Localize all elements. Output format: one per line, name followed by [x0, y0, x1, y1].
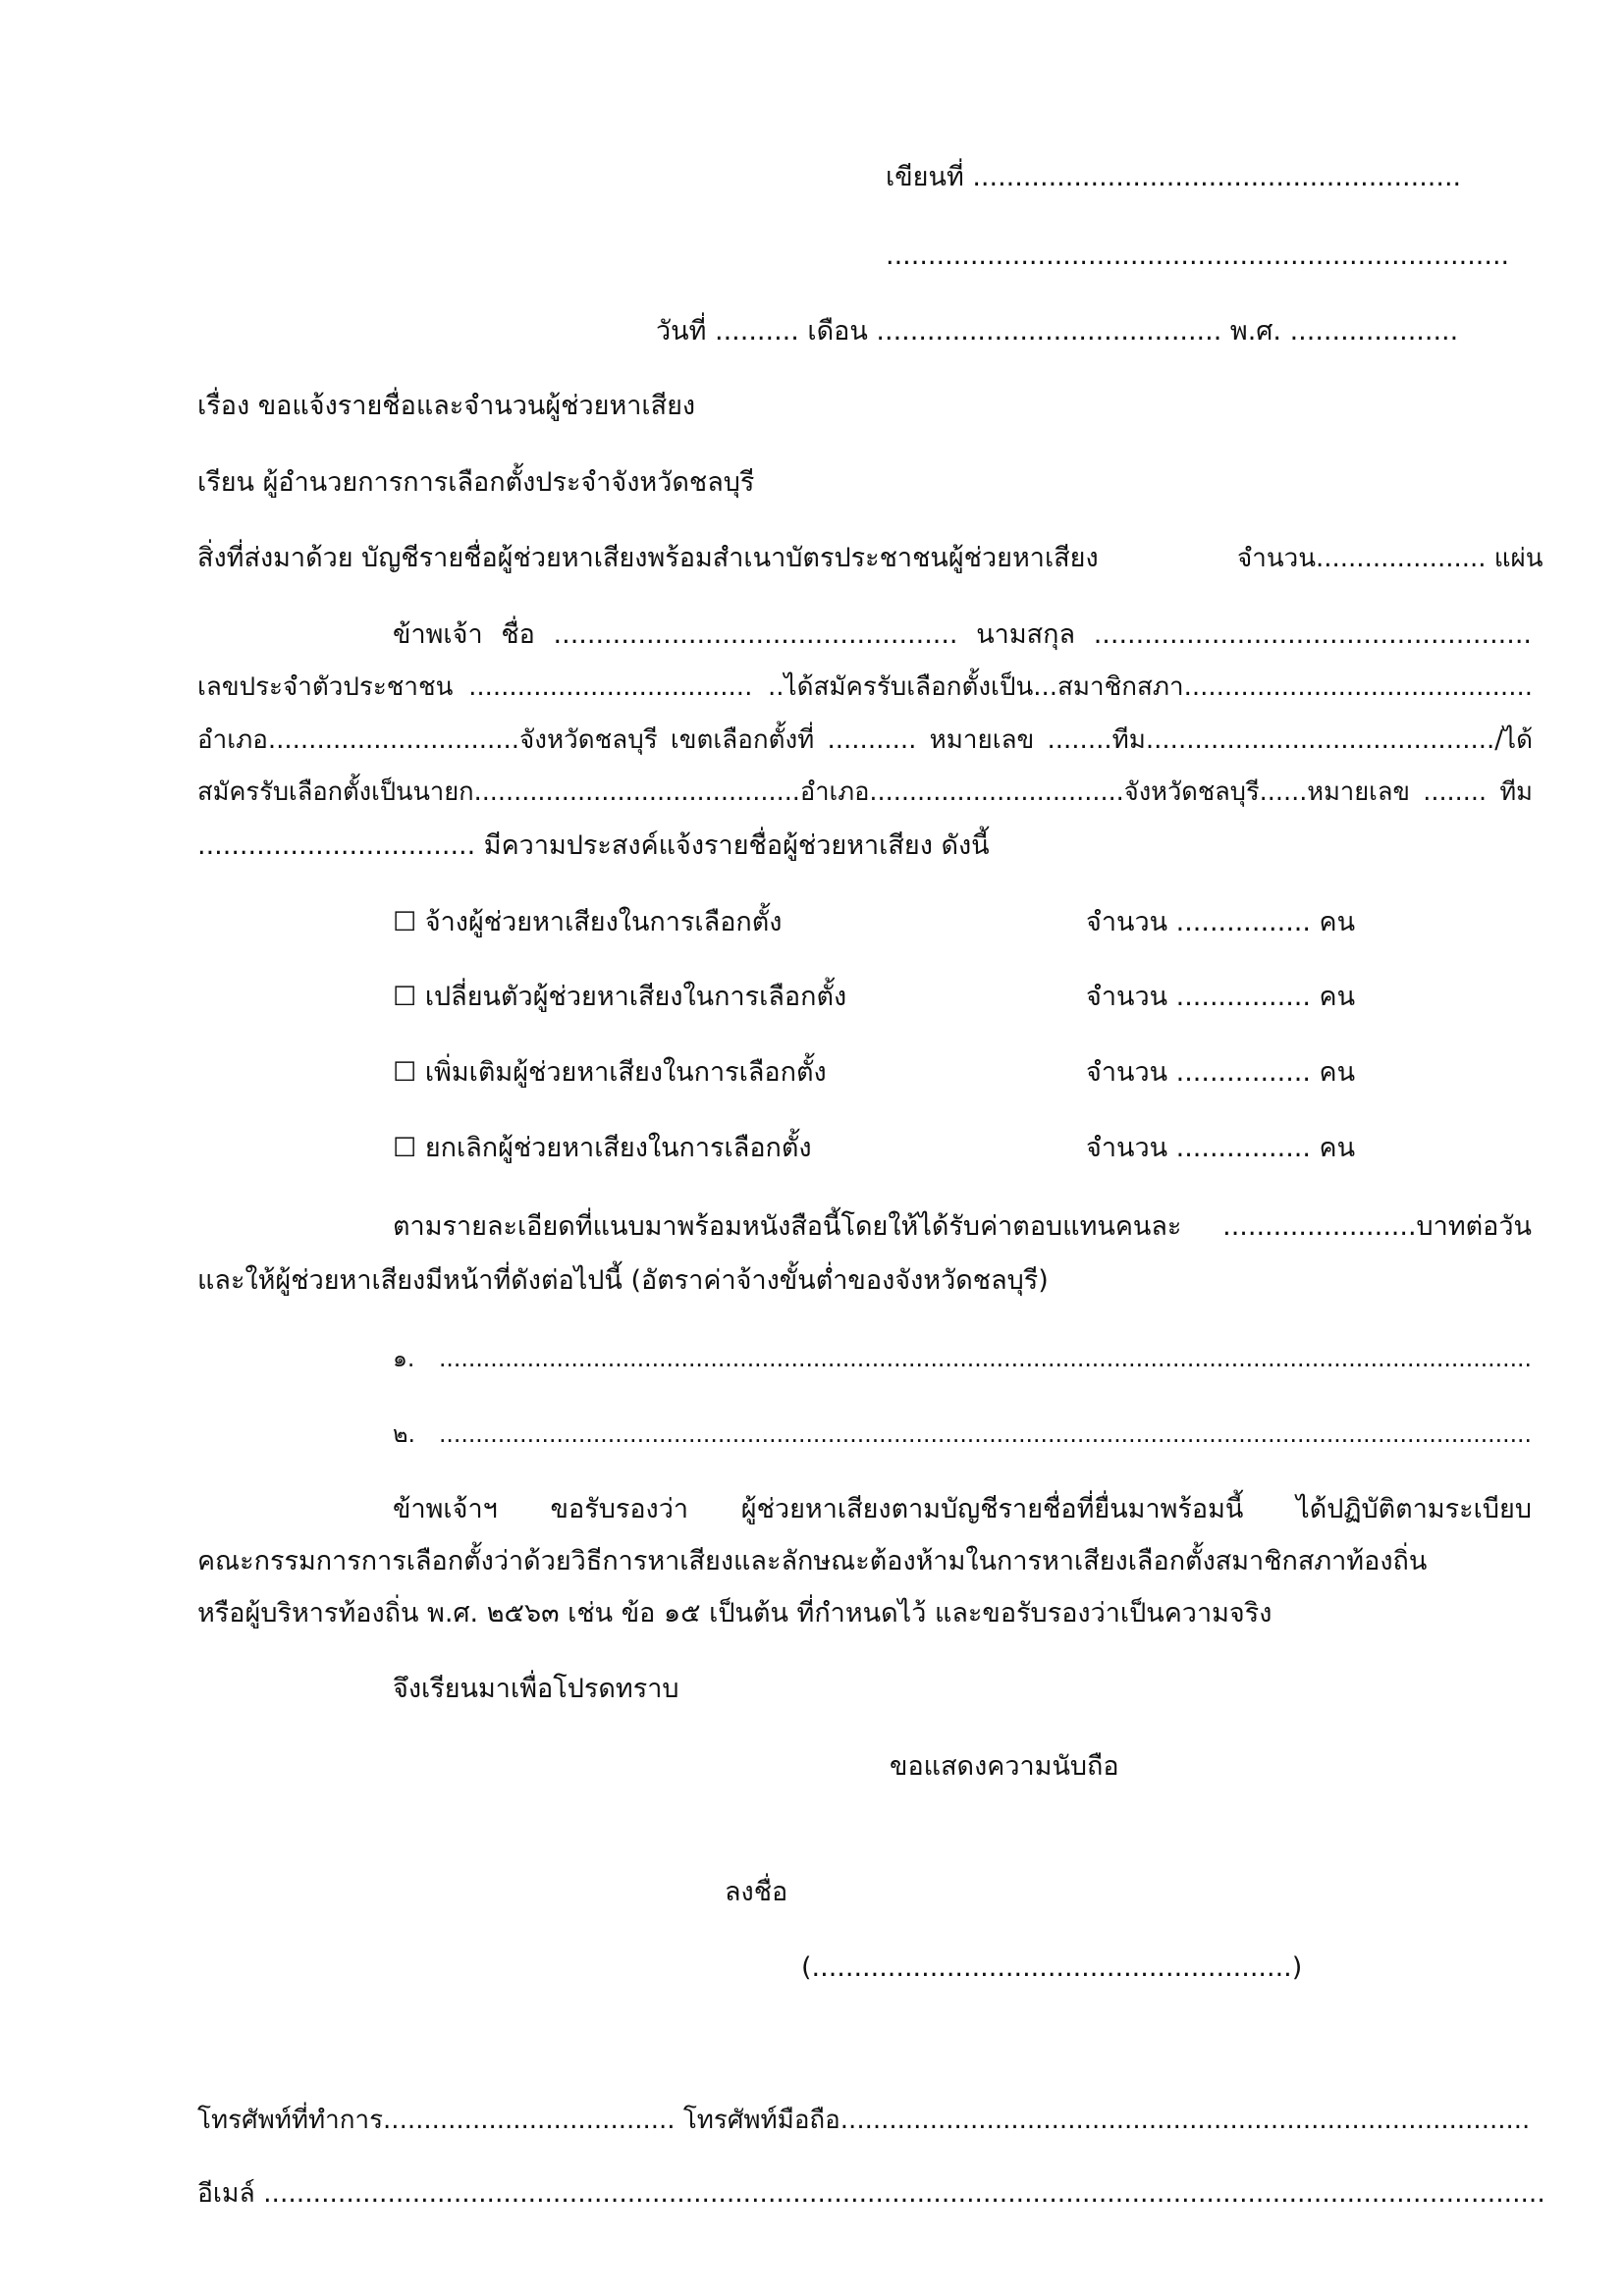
- signature-label: ลงชื่อ: [725, 1877, 788, 1907]
- enclosure-text: สิ่งที่ส่งมาด้วย บัญชีรายชื่อผู้ช่วยหาเสียงพร้อมสำเนาบัตรประชาชนผู้ช่วยหาเสียง: [197, 543, 1099, 573]
- applicant-name-line: ข้าพเจ้า ชื่อ ................................................ นามสกุล ....................................................: [393, 619, 1532, 650]
- duty-item-1: ๑. .....................................................................................................................................................: [393, 1345, 1532, 1372]
- option-count: จำนวน ................ คน: [1086, 982, 1356, 1012]
- option-count: จำนวน ................ คน: [1086, 1057, 1356, 1088]
- option-replace: [393, 978, 846, 1017]
- certify-line-3: หรือผู้บริหารท้องถิ่น พ.ศ. ๒๕๖๓ เช่น ข้อ ๑๕ เป็นต้น ที่กำหนดไว้ และขอรับรองว่าเป็นความจริง: [197, 1598, 1272, 1629]
- option-add: [393, 1053, 827, 1093]
- option-checkbox[interactable]: ☐: [393, 907, 417, 937]
- regards-line: ขอแสดงความนับถือ: [890, 1751, 1119, 1782]
- contact-phones: โทรศัพท์ที่ทำการ.................................... โทรศัพท์มือถือ.....................................................................................: [197, 2106, 1531, 2135]
- subject-line: เรื่อง ขอแจ้งรายชื่อและจำนวนผู้ช่วยหาเสียง: [197, 391, 696, 421]
- to-line: เรียน ผู้อำนวยการการเลือกตั้งประจำจังหวัดชลบุรี: [197, 467, 755, 498]
- applicant-district-line: อำเภอ...............................จังหวัดชลบุรี เขตเลือกตั้งที่ ........... หมายเลข ........ทีม.........................................../ได้: [197, 725, 1533, 755]
- option-label: เปลี่ยนตัวผู้ช่วยหาเสียงในการเลือกตั้ง: [424, 982, 847, 1012]
- applicant-mayor-line: สมัครรับเลือกตั้งเป็นนายก.........................................อำเภอ................................จังหวัดชลบุรี......หมายเลข ........ ทีม: [197, 777, 1533, 807]
- option-cancel: [393, 1129, 812, 1168]
- contact-email: อีเมล์ ...........................................................................................................................................................: [197, 2178, 1545, 2209]
- option-hire: [393, 903, 782, 942]
- applicant-intent-line: ................................. มีความประสงค์แจ้งรายชื่อผู้ช่วยหาเสียง ดังนี้: [197, 830, 990, 861]
- applicant-id-line: เลขประจำตัวประชาชน ................................... ..ได้สมัครรับเลือกตั้งเป็น...สมาชิกสภา...........................................: [197, 672, 1533, 702]
- written-at-line: เขียนที่ ..........................................................: [886, 162, 1462, 192]
- written-at-line-2: ..........................................................................: [886, 240, 1510, 271]
- date-line: วันที่ .......... เดือน ......................................... พ.ศ. ....................: [656, 316, 1459, 347]
- payment-line-1: ตามรายละเอียดที่แนบมาพร้อมหนังสือนี้โดยให้ได้รับค่าตอบแทนคนละ .......................บาทต่อวัน: [393, 1211, 1532, 1242]
- payment-line-2: และให้ผู้ช่วยหาเสียงมีหน้าที่ดังต่อไปนี้ (อัตราค่าจ้างขั้นต่ำของจังหวัดชลบุรี): [197, 1265, 1049, 1296]
- option-count: จำนวน ................ คน: [1086, 907, 1356, 937]
- signature-name: (.........................................................): [801, 1952, 1303, 1983]
- closing-line: จึงเรียนมาเพื่อโปรดทราบ: [393, 1674, 679, 1704]
- certify-line-1: ข้าพเจ้าฯ ขอรับรองว่า ผู้ช่วยหาเสียงตามบัญชีรายชื่อที่ยื่นมาพร้อมนี้ ได้ปฏิบัติตามระเบียบ: [393, 1494, 1532, 1524]
- option-checkbox[interactable]: ☐: [393, 1057, 417, 1088]
- certify-line-2: คณะกรรมการการเลือกตั้งว่าด้วยวิธีการหาเสียงและลักษณะต้องห้ามในการหาเสียงเลือกตั้งสมาชิกสภาท้องถิ่น: [197, 1546, 1428, 1576]
- option-label: เพิ่มเติมผู้ช่วยหาเสียงในการเลือกตั้ง: [424, 1057, 827, 1088]
- duty-item-2: ๒. .....................................................................................................................................................: [393, 1420, 1532, 1448]
- option-checkbox[interactable]: ☐: [393, 1133, 417, 1163]
- option-label: ยกเลิกผู้ช่วยหาเสียงในการเลือกตั้ง: [424, 1133, 812, 1163]
- enclosure-count: จำนวน..................... แผ่น: [1237, 544, 1543, 573]
- option-count: จำนวน ................ คน: [1086, 1133, 1356, 1163]
- option-label: จ้างผู้ช่วยหาเสียงในการเลือกตั้ง: [424, 907, 783, 937]
- option-checkbox[interactable]: ☐: [393, 982, 417, 1012]
